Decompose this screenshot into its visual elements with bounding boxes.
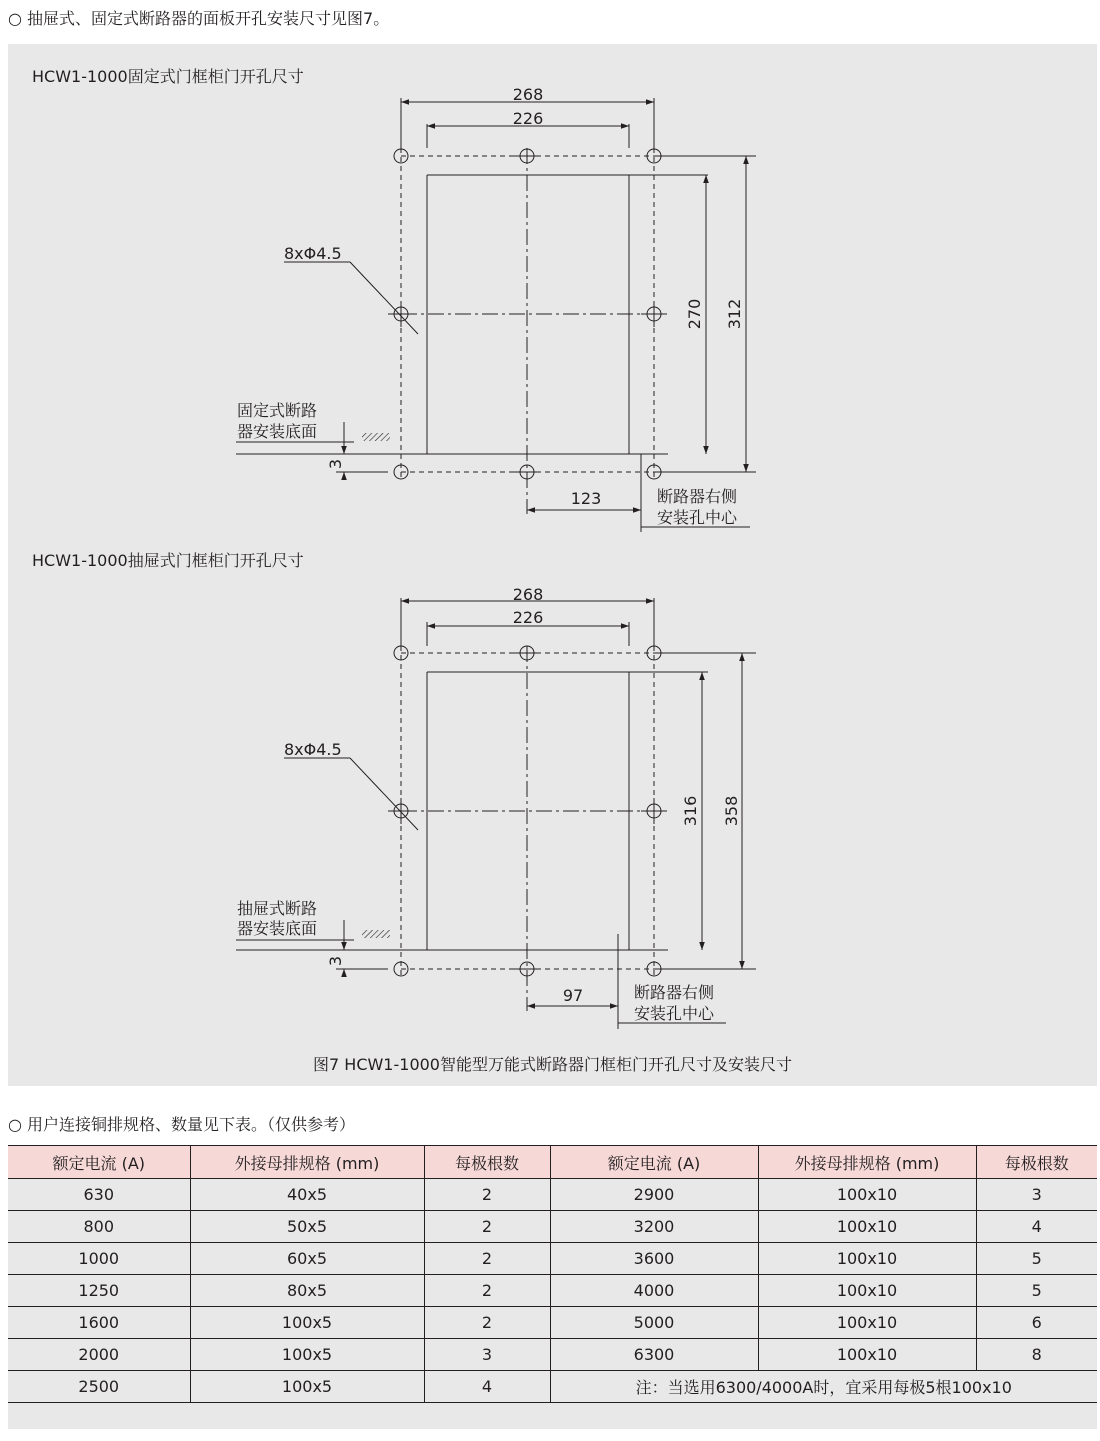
table-row	[8, 1211, 1097, 1243]
table-cell: 3	[424, 1339, 550, 1371]
drawing-drawout	[236, 598, 756, 1029]
table-row	[8, 1243, 1097, 1275]
table-cell: 1250	[8, 1275, 190, 1307]
right-label-2: 安装孔中心	[657, 508, 738, 527]
table-cell: 60x5	[190, 1243, 424, 1275]
table-cell: 100x5	[190, 1307, 424, 1339]
drawing-drawout-labels	[237, 585, 741, 1023]
table-cell: 2900	[550, 1179, 758, 1211]
table-cell: 8	[976, 1339, 1097, 1371]
table-row	[8, 1371, 1097, 1403]
drawing-fixed-labels	[237, 85, 744, 527]
drawing-title-drawout: HCW1-1000抽屉式门框柜门开孔尺寸	[32, 551, 304, 570]
header-rated-current-2: 额定电流 (A)	[550, 1146, 758, 1179]
drawing-fixed	[236, 98, 756, 532]
table-cell: 100x5	[190, 1339, 424, 1371]
table-cell: 4	[976, 1211, 1097, 1243]
table-cell: 6300	[550, 1339, 758, 1371]
table-cell: 5	[976, 1243, 1097, 1275]
table-row	[8, 1307, 1097, 1339]
cutout-drawings	[8, 44, 1097, 1054]
table-cell: 800	[8, 1211, 190, 1243]
table-cell: 3	[976, 1179, 1097, 1211]
dim-inner-width-2: 226	[512, 608, 544, 627]
right-label-1-2: 断路器右侧	[634, 983, 715, 1002]
dim-right-offset: 123	[570, 489, 602, 508]
table-intro: ○ 用户连接铜排规格、数量见下表。（仅供参考）	[8, 1115, 356, 1134]
drawing-title-fixed: HCW1-1000固定式门框柜门开孔尺寸	[32, 67, 304, 86]
header-busbar-spec-2: 外接母排规格 (mm)	[758, 1146, 976, 1179]
table-cell: 40x5	[190, 1179, 424, 1211]
table-cell: 4000	[550, 1275, 758, 1307]
table-note: 注：当选用6300/4000A时，宜采用每极5根100x10	[550, 1371, 1097, 1403]
table-cell: 2	[424, 1211, 550, 1243]
table-cell: 4	[424, 1371, 550, 1403]
right-label-2-2: 安装孔中心	[634, 1004, 715, 1023]
dim-outer-width: 268	[512, 85, 544, 104]
dim-outer-width-2: 268	[512, 585, 544, 604]
table-cell: 100x10	[758, 1307, 976, 1339]
table-cell: 100x10	[758, 1339, 976, 1371]
busbar-table	[8, 1145, 1097, 1403]
table-cell: 630	[8, 1179, 190, 1211]
dim-outer-height-2: 358	[722, 795, 741, 827]
table-cell: 1000	[8, 1243, 190, 1275]
figure-caption: 图7 HCW1-1000智能型万能式断路器门框柜门开孔尺寸及安装尺寸	[313, 1055, 792, 1074]
hole-label: 8xΦ4.5	[284, 244, 342, 263]
table-row	[8, 1339, 1097, 1371]
table-row	[8, 1179, 1097, 1211]
table-cell: 2000	[8, 1339, 190, 1371]
table-cell: 100x5	[190, 1371, 424, 1403]
header-busbar-spec: 外接母排规格 (mm)	[190, 1146, 424, 1179]
table-cell: 3200	[550, 1211, 758, 1243]
dim-inner-height: 270	[685, 298, 704, 330]
header-per-pole-count: 每极根数	[424, 1146, 550, 1179]
table-cell: 100x10	[758, 1211, 976, 1243]
table-cell: 80x5	[190, 1275, 424, 1307]
table-row	[8, 1275, 1097, 1307]
table-cell: 100x10	[758, 1179, 976, 1211]
table-cell: 1600	[8, 1307, 190, 1339]
dim-base-offset-2: 3	[326, 955, 345, 967]
table-cell: 2	[424, 1275, 550, 1307]
table-cell: 2500	[8, 1371, 190, 1403]
table-header-row	[8, 1146, 1097, 1179]
hole-label-2: 8xΦ4.5	[284, 740, 342, 759]
table-cell: 2	[424, 1243, 550, 1275]
table-cell: 5000	[550, 1307, 758, 1339]
base-label-2-2: 器安装底面	[237, 919, 318, 938]
table-cell: 2	[424, 1179, 550, 1211]
table-cell: 6	[976, 1307, 1097, 1339]
header-per-pole-count-2: 每极根数	[976, 1146, 1097, 1179]
base-label-1-2: 抽屉式断路	[237, 899, 318, 918]
header-rated-current: 额定电流 (A)	[8, 1146, 190, 1179]
table-cell: 50x5	[190, 1211, 424, 1243]
right-label-1: 断路器右侧	[657, 487, 738, 506]
table-cell: 100x10	[758, 1275, 976, 1307]
table-cell: 5	[976, 1275, 1097, 1307]
busbar-table-wrap	[8, 1145, 1097, 1429]
drawing-panel	[8, 44, 1097, 1086]
dim-inner-height-2: 316	[681, 795, 700, 827]
dim-right-offset-2: 97	[562, 986, 584, 1005]
dim-base-offset: 3	[326, 458, 345, 470]
table-cell: 3600	[550, 1243, 758, 1275]
intro-text: ○ 抽屉式、固定式断路器的面板开孔安装尺寸见图7。	[8, 9, 390, 28]
table-cell: 100x10	[758, 1243, 976, 1275]
base-label-2: 器安装底面	[237, 422, 318, 441]
table-cell: 2	[424, 1307, 550, 1339]
base-label-1: 固定式断路	[237, 401, 318, 420]
dim-outer-height: 312	[725, 298, 744, 330]
dim-inner-width: 226	[512, 109, 544, 128]
